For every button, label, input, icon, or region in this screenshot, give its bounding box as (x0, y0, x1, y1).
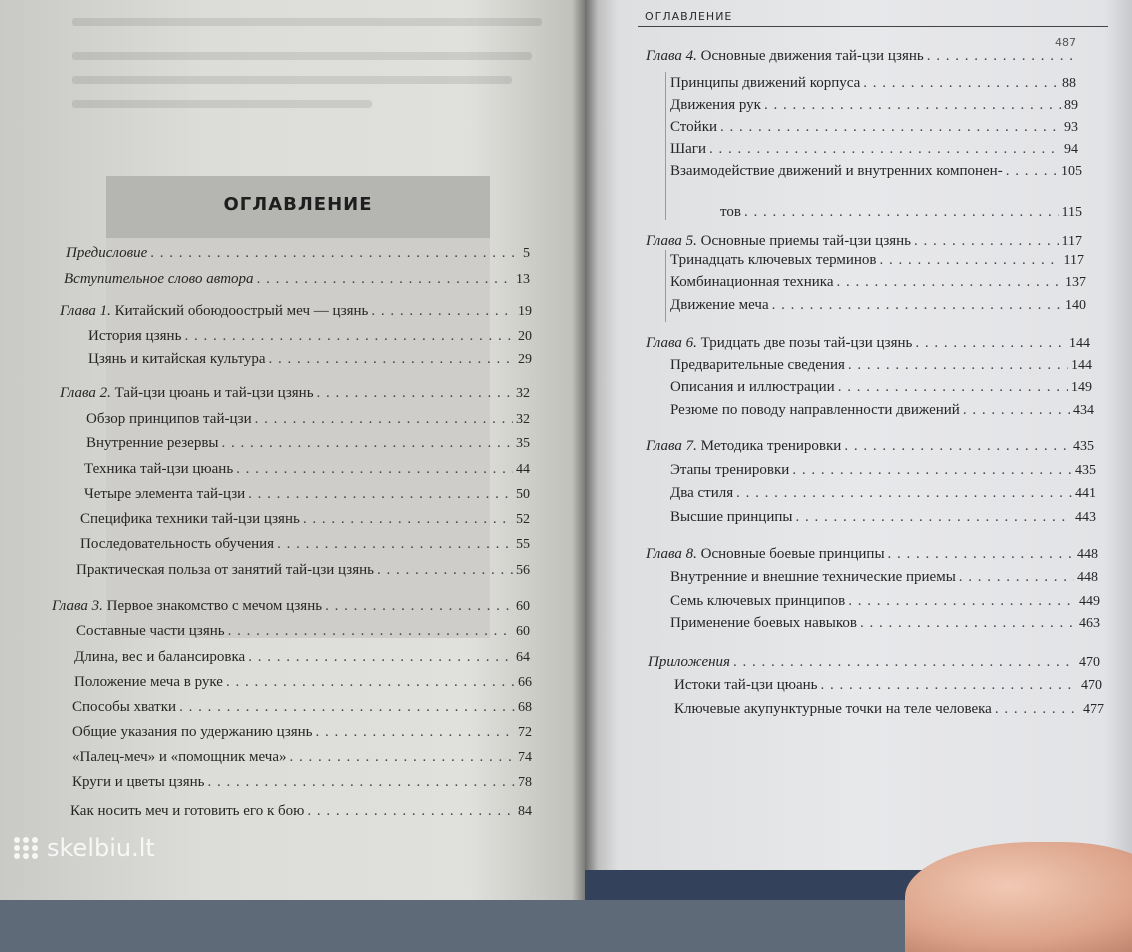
toc-entry-label: Способы хватки (72, 699, 177, 715)
toc-entry-page: 88 (1062, 76, 1076, 91)
toc-entry-page: 84 (518, 804, 532, 819)
toc-entry (674, 700, 1104, 719)
toc-entry (670, 356, 1092, 375)
toc-entry-label: Применение боевых навыков (670, 615, 857, 631)
margin-rule (665, 72, 666, 220)
toc-entry (646, 47, 1078, 65)
toc-entry (670, 508, 1096, 527)
toc-entry-label: Предисловие (66, 245, 148, 261)
toc-entry-label: Два стиля (670, 485, 734, 501)
toc-entry-label: Общие указания по удержанию цзянь (72, 724, 313, 740)
toc-entry-page: 470 (1079, 655, 1100, 670)
dot-leader (248, 648, 513, 666)
toc-entry-page: 68 (518, 700, 532, 715)
toc-entry (66, 244, 530, 263)
dot-leader (150, 244, 520, 262)
running-head: ОГЛАВЛЕНИЕ (645, 10, 733, 23)
toc-entry-page: 443 (1075, 510, 1096, 525)
toc-entry-page: 435 (1075, 463, 1096, 478)
dot-leader (377, 561, 513, 579)
toc-entry-page: 105 (1061, 164, 1082, 179)
dot-leader (838, 378, 1068, 396)
toc-entry-label: Внутренние и внешние технические приемы (670, 569, 956, 585)
watermark-text: skelbiu.lt (47, 834, 155, 862)
dot-leader (277, 535, 513, 553)
toc-entry (70, 802, 532, 821)
toc-entry-page: 89 (1064, 98, 1078, 113)
toc-entry (670, 592, 1100, 611)
dot-leader (880, 251, 1061, 269)
watermark (14, 834, 155, 862)
toc-entry (64, 270, 530, 289)
dot-leader (179, 698, 515, 716)
toc-entry-label: Обзор принципов тай-цзи (86, 411, 252, 427)
toc-entry-label: Глава 6. Тридцать две позы тай-цзи цзянь (646, 335, 913, 351)
toc-entry-label: Описания и иллюстрации (670, 379, 835, 395)
toc-entry (670, 162, 1082, 181)
toc-entry (84, 460, 530, 479)
dot-leader (764, 96, 1061, 114)
dot-leader (837, 273, 1062, 291)
toc-entry-label: Положение меча в руке (74, 674, 223, 690)
toc-entry-label: Ключевые акупунктурные точки на теле человека (674, 701, 992, 717)
dot-leader (963, 401, 1070, 419)
toc-entry-page: 448 (1077, 570, 1098, 585)
toc-entry-label: Комбинационная техника (670, 274, 834, 290)
toc-entry-label: Семь ключевых принципов (670, 593, 846, 609)
toc-entry-label: Стойки (670, 119, 718, 135)
margin-rule (665, 250, 666, 322)
toc-entry-page: 50 (516, 487, 530, 502)
toc-entry-label: Цзянь и китайская культура (88, 351, 266, 367)
toc-entry-page: 13 (516, 272, 530, 287)
dot-leader (848, 592, 1076, 610)
toc-entry-label: Вступительное слово автора (64, 271, 254, 287)
toc-entry (72, 698, 532, 717)
toc-entry-label: Предварительные сведения (670, 357, 845, 373)
dot-leader (257, 270, 513, 288)
toc-entry-page: 470 (1081, 678, 1102, 693)
toc-entry-page: 55 (516, 537, 530, 552)
dot-leader (863, 74, 1059, 92)
toc-entry-page: 56 (516, 563, 530, 578)
toc-entry-page: 137 (1065, 275, 1086, 290)
toc-entry-label: Составные части цзянь (76, 623, 225, 639)
toc-entry-label: «Палец-меч» и «помощник меча» (72, 749, 287, 765)
toc-entry (670, 461, 1096, 480)
toc-entry (74, 673, 532, 692)
dot-leader (226, 673, 515, 691)
finger (905, 842, 1132, 952)
toc-entry (60, 384, 530, 403)
toc-entry-label: Глава 3. Первое знакомство с мечом цзянь (52, 598, 323, 614)
toc-entry-label: Взаимодействие движений и внутренних компонен- (670, 163, 1003, 179)
bleed-through-text (72, 52, 532, 60)
toc-entry-page: 19 (518, 304, 532, 319)
toc-title-box (106, 176, 490, 238)
dot-leader (709, 140, 1061, 158)
dot-leader (915, 334, 1066, 352)
dot-leader (927, 47, 1075, 65)
toc-entry (72, 723, 532, 742)
dot-leader (317, 384, 513, 402)
toc-entry-page: 448 (1077, 547, 1098, 562)
dot-leader (995, 700, 1080, 718)
toc-entry-page: 78 (518, 775, 532, 790)
toc-entry (670, 273, 1086, 292)
toc-entry-label: Движение меча (670, 297, 769, 313)
dot-leader (269, 350, 515, 368)
toc-entry (80, 535, 530, 554)
toc-entry (670, 140, 1078, 159)
dot-leader (371, 302, 515, 320)
toc-entry (84, 485, 530, 504)
toc-entry (76, 561, 530, 580)
dot-leader (720, 118, 1061, 136)
toc-entry-label: Глава 4. Основные движения тай-цзи цзянь (646, 48, 924, 64)
toc-entry-label: Круги и цветы цзянь (72, 774, 205, 790)
toc-entry-page: 115 (1061, 205, 1082, 220)
toc-entry (80, 510, 530, 529)
dot-leader (772, 296, 1062, 314)
toc-entry-page: 32 (516, 412, 530, 427)
toc-entry-page: 477 (1083, 702, 1104, 717)
toc-entry (670, 484, 1096, 503)
toc-entry-page: 74 (518, 750, 532, 765)
toc-entry-label: Приложения (648, 654, 731, 670)
dot-leader (1006, 162, 1058, 180)
toc-entry-page: 60 (516, 599, 530, 614)
toc-entry-page: 60 (516, 624, 530, 639)
toc-entry-page: 44 (516, 462, 530, 477)
bleed-through-text (72, 76, 512, 84)
toc-entry (76, 622, 530, 641)
toc-entry (646, 334, 1090, 353)
toc-entry (670, 251, 1084, 270)
toc-title: ОГЛАВЛЕНИЕ (223, 194, 373, 215)
toc-entry-page: 5 (523, 246, 530, 261)
toc-entry-page: 434 (1073, 403, 1094, 418)
toc-entry (670, 118, 1078, 137)
header-rule (638, 26, 1108, 27)
toc-entry-label: Глава 5. Основные приемы тай-цзи цзянь (646, 233, 912, 249)
toc-entry-label: Глава 1. Китайский обоюдоострый меч — цзянь (60, 303, 369, 319)
toc-entry (670, 74, 1076, 93)
dot-leader (222, 434, 513, 452)
toc-entry (670, 296, 1086, 315)
toc-entry-page: 140 (1065, 298, 1086, 313)
toc-entry-page: 64 (516, 650, 530, 665)
toc-entry-label: Практическая польза от занятий тай-цзи цзянь (76, 562, 374, 578)
toc-entry (74, 648, 530, 667)
toc-entry-label: Шаги (670, 141, 706, 157)
toc-entry-page: 144 (1069, 336, 1090, 351)
toc-entry-page: 149 (1071, 380, 1092, 395)
bleed-through-text (72, 18, 542, 26)
toc-entry-label: Движения рук (670, 97, 761, 113)
dot-leader (821, 676, 1078, 694)
dot-leader (184, 327, 515, 345)
dot-leader (888, 545, 1074, 563)
toc-entry-label: Истоки тай-цзи цюань (674, 677, 818, 693)
toc-entry (670, 568, 1098, 587)
toc-entry (720, 203, 1082, 222)
toc-entry-label: тов (720, 204, 741, 220)
dot-leader (795, 508, 1072, 526)
toc-entry-label: Этапы тренировки (670, 462, 790, 478)
toc-entry-page: 441 (1075, 486, 1096, 501)
toc-entry-label: Глава 7. Методика тренировки (646, 438, 842, 454)
dot-leader (914, 232, 1059, 250)
toc-entry (72, 773, 532, 792)
toc-entry-label: Принципы движений корпуса (670, 75, 861, 91)
toc-entry (60, 302, 532, 321)
dot-leader (248, 485, 513, 503)
book-spine-shadow (572, 0, 598, 900)
toc-entry-page: 52 (516, 512, 530, 527)
dot-leader (325, 597, 513, 615)
toc-entry (88, 327, 532, 346)
toc-entry-label: Высшие принципы (670, 509, 793, 525)
toc-entry-label: История цзянь (88, 328, 182, 344)
toc-entry-label: Как носить меч и готовить его к бою (70, 803, 305, 819)
toc-entry-page: 20 (518, 329, 532, 344)
toc-entry (648, 653, 1100, 672)
dot-leader (255, 410, 513, 428)
toc-entry (52, 597, 530, 616)
toc-entry (670, 378, 1092, 397)
toc-entry-page: 117 (1061, 234, 1082, 249)
toc-entry (86, 434, 530, 453)
toc-entry-label: Длина, вес и балансировка (74, 649, 246, 665)
toc-entry-label: Тринадцать ключевых терминов (670, 252, 877, 268)
dot-leader (316, 723, 515, 741)
toc-entry (72, 748, 532, 767)
toc-entry-page: 94 (1064, 142, 1078, 157)
toc-entry-page: 35 (516, 436, 530, 451)
toc-entry (88, 350, 532, 369)
toc-entry-label: Глава 2. Тай-цзи цюань и тай-цзи цзянь (60, 385, 314, 401)
toc-entry (86, 410, 530, 429)
dot-leader (844, 437, 1070, 455)
toc-entry-label: Резюме по поводу направленности движений (670, 402, 960, 418)
toc-entry-label: Последовательность обучения (80, 536, 275, 552)
toc-entry-page: 463 (1079, 616, 1100, 631)
toc-entry-label: Техника тай-цзи цюань (84, 461, 234, 477)
toc-entry-page: 32 (516, 386, 530, 401)
dot-leader (848, 356, 1068, 374)
toc-entry-page: 29 (518, 352, 532, 367)
toc-entry (674, 676, 1102, 695)
toc-entry (670, 614, 1100, 633)
toc-entry (670, 96, 1078, 115)
toc-entry-page: 117 (1063, 253, 1084, 268)
dot-leader (207, 773, 515, 791)
dot-leader (228, 622, 513, 640)
toc-entry-page: 435 (1073, 439, 1094, 454)
dot-leader (290, 748, 516, 766)
toc-entry-page: 93 (1064, 120, 1078, 135)
bleed-through-text (72, 100, 372, 108)
dot-leader (736, 484, 1072, 502)
toc-entry-label: Четыре элемента тай-цзи (84, 486, 246, 502)
dot-leader (303, 510, 513, 528)
toc-entry (646, 232, 1082, 251)
toc-entry-page: 449 (1079, 594, 1100, 609)
dots-grid-icon (14, 837, 39, 859)
dot-leader (236, 460, 513, 478)
dot-leader (307, 802, 515, 820)
toc-entry-page: 144 (1071, 358, 1092, 373)
page-number: 487 (1055, 36, 1076, 49)
dot-leader (860, 614, 1076, 632)
dot-leader (744, 203, 1059, 221)
toc-entry-label: Специфика техники тай-цзи цзянь (80, 511, 300, 527)
dot-leader (959, 568, 1074, 586)
dot-leader (792, 461, 1072, 479)
left-page (0, 0, 585, 900)
toc-entry-label: Внутренние резервы (86, 435, 219, 451)
toc-entry-page: 66 (518, 675, 532, 690)
toc-entry-page: 72 (518, 725, 532, 740)
toc-entry (670, 401, 1094, 420)
toc-entry (646, 437, 1094, 456)
dot-leader (733, 653, 1076, 671)
toc-entry-label: Глава 8. Основные боевые принципы (646, 546, 885, 562)
toc-entry (646, 545, 1098, 564)
